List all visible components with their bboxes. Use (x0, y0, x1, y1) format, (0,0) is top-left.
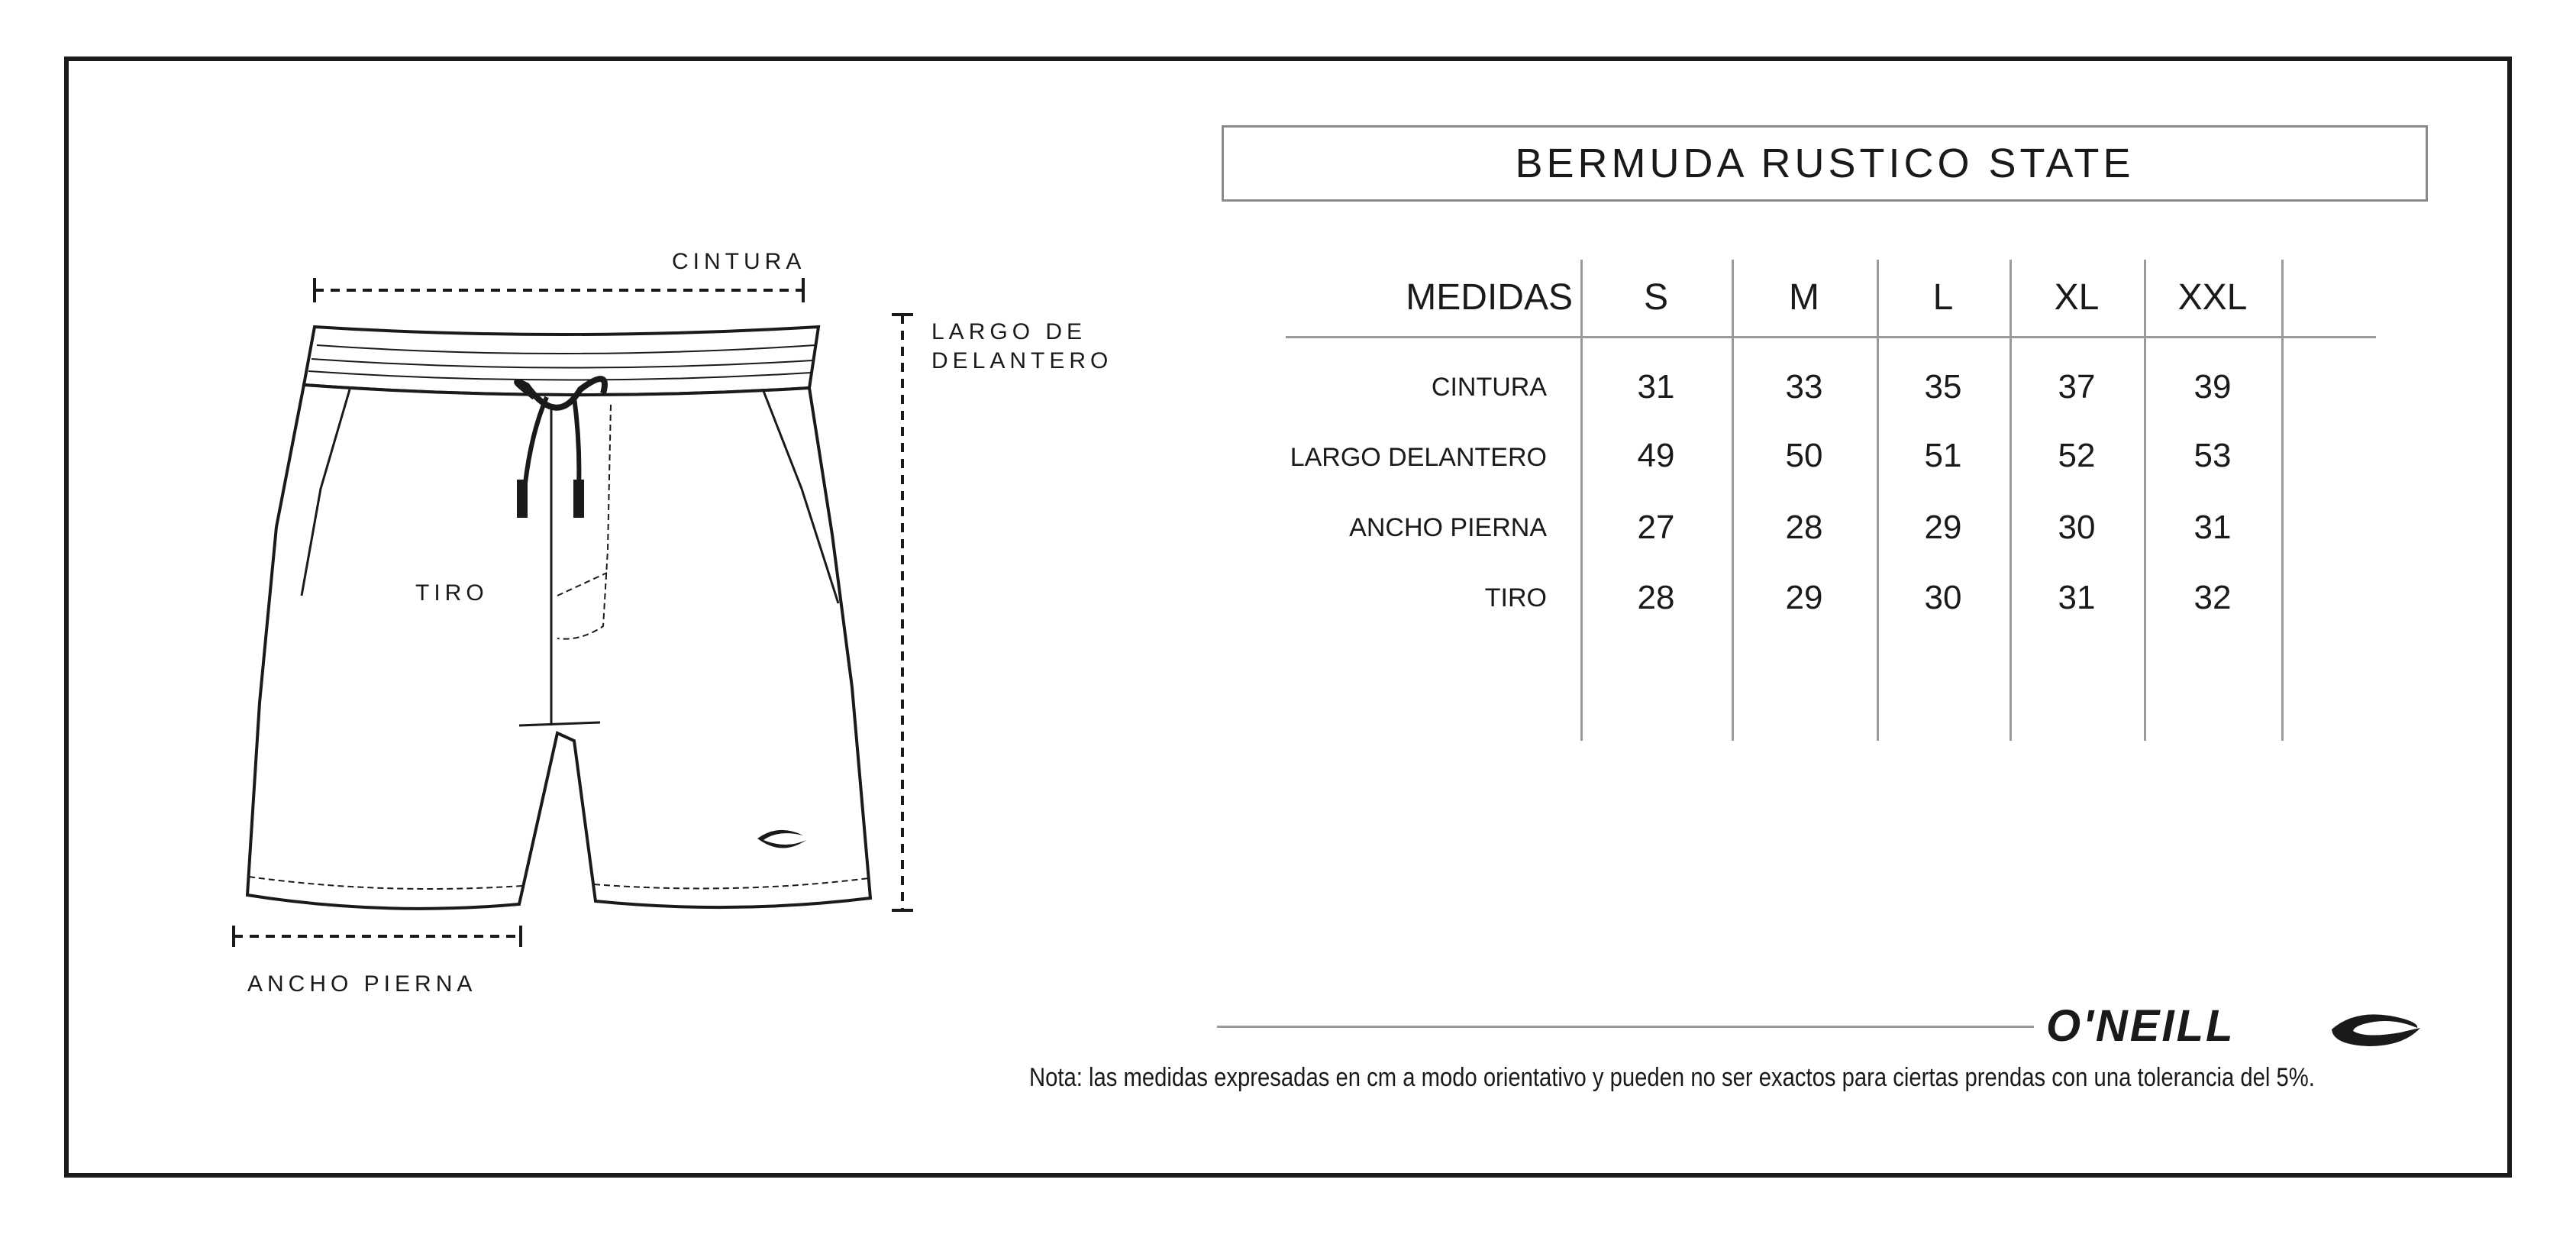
table-row (1222, 513, 1547, 547)
table-cell: 31 (2193, 509, 2232, 546)
table-cell: 49 (1637, 437, 1675, 474)
table-row (1222, 373, 1547, 406)
table-divider (2009, 260, 2012, 741)
size-header: XL (2054, 277, 2100, 318)
table-cell: 27 (1637, 509, 1675, 546)
shorts-body (247, 385, 870, 909)
row-label: CINTURA (1431, 373, 1547, 402)
table-divider (1580, 260, 1583, 741)
table-cell: 33 (1785, 368, 1823, 406)
brand-wordmark: O'NEILL (2046, 1001, 2235, 1051)
table-row (1222, 443, 1547, 477)
measurement-note: Nota: las medidas expresadas en cm a modo orientativo y pueden no ser exactos para ciertas prendas con una tolerancia del 5%. (1029, 1063, 2315, 1092)
table-divider (2144, 260, 2146, 741)
table-divider (2281, 260, 2284, 741)
table-cell: 52 (2058, 437, 2096, 474)
table-cell: 50 (1785, 437, 1823, 474)
table-cell: 31 (1637, 368, 1675, 406)
table-cell: 28 (1637, 579, 1675, 616)
size-header: M (1789, 277, 1819, 318)
row-label: ANCHO PIERNA (1349, 513, 1547, 542)
table-row (1222, 583, 1547, 617)
row-label: LARGO DELANTERO (1290, 443, 1547, 472)
leg-width-label: ANCHO PIERNA (247, 971, 477, 997)
product-title: BERMUDA RUSTICO STATE (1515, 141, 2135, 186)
table-divider (1732, 260, 1734, 741)
table-cell: 30 (1924, 579, 1962, 616)
oneill-wave-icon (2327, 1005, 2422, 1051)
size-header: L (1932, 277, 1954, 318)
table-cell: 53 (2193, 437, 2232, 474)
waist-label: CINTURA (672, 249, 806, 274)
waistband (304, 327, 818, 395)
rise-label: TIRO (415, 580, 489, 606)
title-box (1222, 125, 2428, 202)
size-header: XXL (2177, 277, 2248, 318)
front-length-label-line1: LARGO DE (931, 319, 1087, 344)
size-header: S (1643, 277, 1668, 318)
table-cell: 37 (2058, 368, 2096, 406)
table-cell: 32 (2193, 579, 2232, 616)
footer-rule (1217, 1026, 2034, 1028)
table-cell: 29 (1785, 579, 1823, 616)
medidas-header: MEDIDAS (1406, 277, 1573, 318)
table-cell: 39 (2193, 368, 2232, 406)
table-header-rule (1286, 336, 2376, 338)
table-divider (1877, 260, 1879, 741)
shorts-diagram (0, 0, 1191, 1069)
table-cell: 51 (1924, 437, 1962, 474)
table-cell: 35 (1924, 368, 1962, 406)
table-cell: 28 (1785, 509, 1823, 546)
table-cell: 31 (2058, 579, 2096, 616)
row-label: TIRO (1484, 583, 1547, 612)
table-cell: 30 (2058, 509, 2096, 546)
table-cell: 29 (1924, 509, 1962, 546)
front-length-label-line2: DELANTERO (931, 348, 1113, 373)
